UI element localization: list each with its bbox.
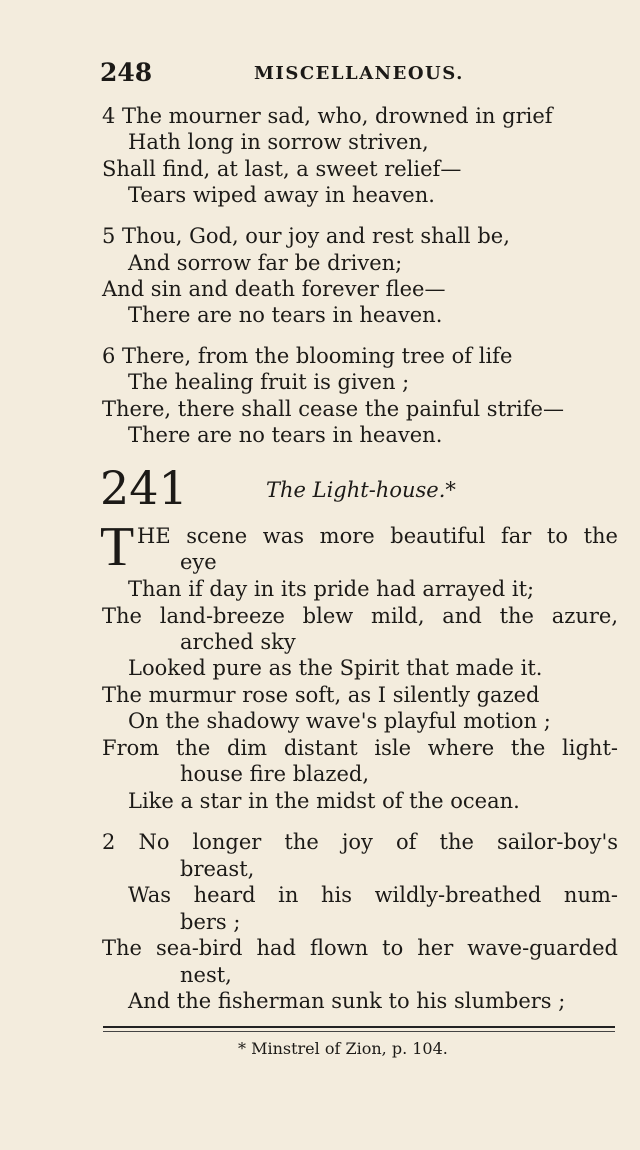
footnote: * Minstrel of Zion, p. 104. — [238, 1039, 448, 1058]
verse-line: And sin and death forever flee— — [102, 277, 446, 301]
verse-line: There, there shall cease the painful strife— — [102, 397, 564, 421]
verse-line: arched sky — [180, 630, 296, 654]
verse-line: From the dim distant isle where the light- — [102, 736, 618, 760]
footnote-rule-thin — [103, 1031, 615, 1032]
verse-line: 2 No longer the joy of the sailor-boy's — [102, 830, 618, 854]
verse-line: house fire blazed, — [180, 762, 370, 786]
verse-line: On the shadowy wave's playful motion ; — [128, 709, 551, 733]
verse-line: There are no tears in heaven. — [128, 303, 443, 327]
verse-line: Was heard in his wildly-breathed num- — [128, 883, 618, 907]
page-number: 248 — [100, 58, 153, 87]
verse-line: Hath long in sorrow striven, — [128, 130, 429, 154]
verse-line: Than if day in its pride had arrayed it; — [128, 577, 535, 601]
verse-line: The sea-bird had flown to her wave-guarded — [102, 936, 618, 960]
verse-line: 4 The mourner sad, who, drowned in grief — [102, 104, 553, 128]
verse-line: Shall find, at last, a sweet relief— — [102, 157, 462, 181]
running-title: MISCELLANEOUS. — [254, 63, 464, 84]
hymn-number: 241 — [100, 461, 188, 515]
verse-line: The healing fruit is given ; — [128, 370, 410, 394]
verse-line: The murmur rose soft, as I silently gazed — [102, 683, 540, 707]
verse-line: 5 Thou, God, our joy and rest shall be, — [102, 224, 510, 248]
verse-line: eye — [180, 550, 217, 574]
hymn-title: The Light-house.* — [266, 478, 456, 502]
verse-line: Looked pure as the Spirit that made it. — [128, 656, 543, 680]
verse-line: The land-breeze blew mild, and the azure, — [102, 604, 618, 628]
verse-line: bers ; — [180, 910, 241, 934]
verse-line: Tears wiped away in heaven. — [128, 183, 435, 207]
verse-line: And sorrow far be driven; — [128, 251, 403, 275]
drop-cap: T — [100, 516, 135, 578]
verse-line: Like a star in the midst of the ocean. — [128, 789, 520, 813]
verse-line: nest, — [180, 963, 232, 987]
verse-line: There are no tears in heaven. — [128, 423, 443, 447]
verse-line: HE scene was more beautiful far to the — [137, 524, 618, 548]
verse-line: And the fisherman sunk to his slumbers ; — [128, 989, 566, 1013]
verse-line: breast, — [180, 857, 255, 881]
verse-line: 6 There, from the blooming tree of life — [102, 344, 513, 368]
footnote-rule — [103, 1026, 615, 1028]
